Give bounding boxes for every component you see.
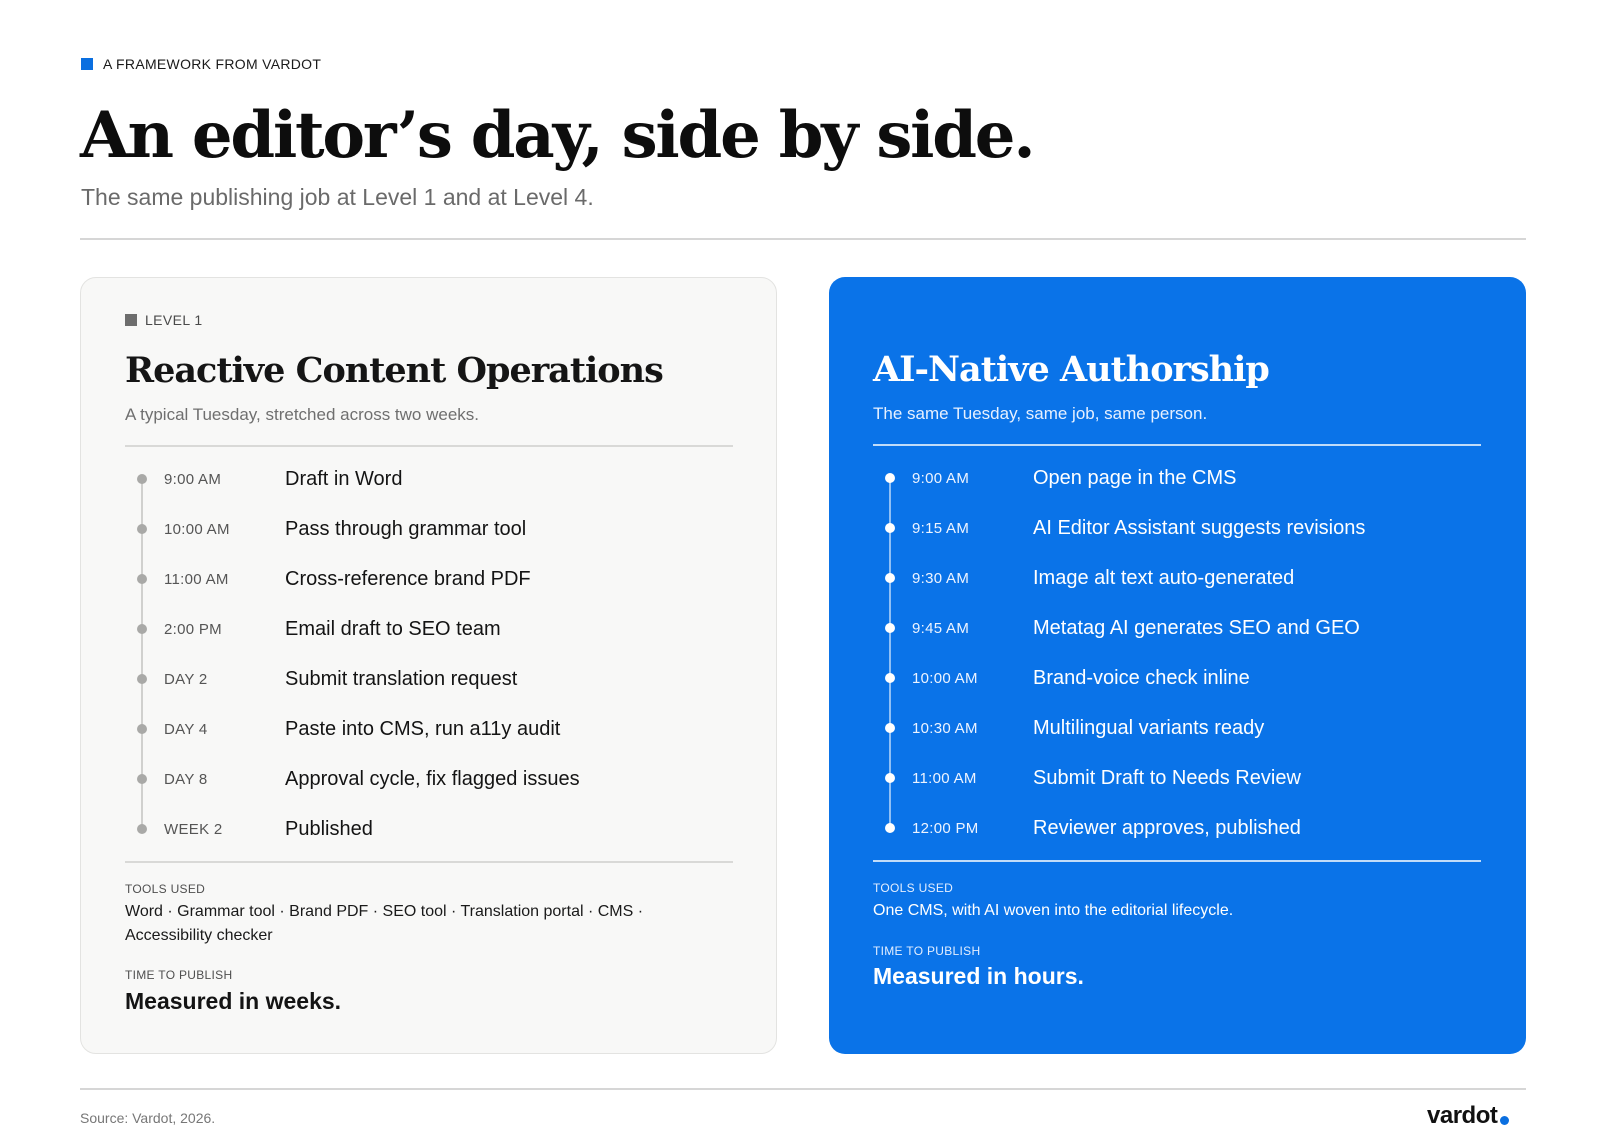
timeline-row bbox=[125, 604, 733, 654]
footer-divider bbox=[80, 1088, 1526, 1090]
source-note: Source: Vardot, 2026. bbox=[80, 1110, 216, 1126]
level-1-card bbox=[80, 277, 777, 1054]
timeline-task: Cross-reference brand PDF bbox=[285, 567, 531, 590]
card-subtitle: A typical Tuesday, stretched across two weeks. bbox=[125, 405, 480, 424]
page-title: An editor’s day, side by side. bbox=[80, 98, 1034, 173]
timeline-task: Reviewer approves, published bbox=[1033, 816, 1301, 839]
timeline-row bbox=[873, 803, 1481, 853]
logo-text: vardot bbox=[1427, 1102, 1498, 1129]
card-subtitle: The same Tuesday, same job, same person. bbox=[873, 404, 1208, 423]
timeline-dot-icon bbox=[137, 574, 147, 584]
eyebrow-text: A FRAMEWORK FROM VARDOT bbox=[103, 56, 322, 72]
timeline-time: 9:00 AM bbox=[164, 470, 222, 488]
publish-value: Measured in weeks. bbox=[125, 988, 342, 1014]
timeline-row bbox=[125, 554, 733, 604]
timeline-task: Open page in the CMS bbox=[1033, 466, 1237, 489]
timeline-row bbox=[873, 653, 1481, 703]
level-label: LEVEL 1 bbox=[145, 312, 203, 328]
vardot-logo bbox=[1427, 1102, 1509, 1130]
timeline-time: 11:00 AM bbox=[912, 769, 977, 787]
card-divider bbox=[125, 861, 733, 863]
timeline-dot-icon bbox=[885, 823, 895, 833]
timeline-dot-icon bbox=[137, 524, 147, 534]
timeline-row bbox=[125, 454, 733, 504]
timeline-time: 10:00 AM bbox=[164, 520, 230, 538]
timeline-row bbox=[873, 753, 1481, 803]
timeline-time: 2:00 PM bbox=[164, 620, 222, 638]
timeline-task: AI Editor Assistant suggests revisions bbox=[1033, 516, 1366, 539]
timeline-time: 10:30 AM bbox=[912, 719, 978, 737]
timeline-dot-icon bbox=[137, 624, 147, 634]
timeline-row bbox=[873, 553, 1481, 603]
timeline-row bbox=[125, 704, 733, 754]
timeline-time: DAY 4 bbox=[164, 720, 208, 738]
card-title: AI-Native Authorship bbox=[873, 349, 1269, 390]
logo-dot-icon bbox=[1500, 1116, 1509, 1125]
level-badge bbox=[125, 312, 203, 328]
timeline-row bbox=[873, 453, 1481, 503]
timeline-dot-icon bbox=[885, 623, 895, 633]
timeline-task: Approval cycle, fix flagged issues bbox=[285, 767, 580, 790]
timeline-dot-icon bbox=[137, 724, 147, 734]
timeline-time: DAY 8 bbox=[164, 770, 208, 788]
card-divider bbox=[873, 444, 1481, 446]
timeline-task: Brand-voice check inline bbox=[1033, 666, 1250, 689]
timeline-dot-icon bbox=[137, 474, 147, 484]
timeline-row bbox=[125, 754, 733, 804]
eyebrow bbox=[81, 56, 321, 72]
timeline-dot-icon bbox=[885, 473, 895, 483]
card-divider bbox=[125, 445, 733, 447]
timeline-time: DAY 2 bbox=[164, 670, 208, 688]
page-subtitle: The same publishing job at Level 1 and at Level 4. bbox=[81, 184, 594, 210]
timeline-time: 9:30 AM bbox=[912, 569, 970, 587]
publish-label: TIME TO PUBLISH bbox=[873, 944, 981, 958]
timeline-dot-icon bbox=[137, 774, 147, 784]
timeline-time: 9:45 AM bbox=[912, 619, 970, 637]
tools-label: TOOLS USED bbox=[125, 882, 206, 896]
timeline-row bbox=[873, 703, 1481, 753]
timeline-time: 9:00 AM bbox=[912, 469, 970, 487]
timeline-dot-icon bbox=[885, 773, 895, 783]
card-divider bbox=[873, 860, 1481, 862]
timeline-dot-icon bbox=[885, 723, 895, 733]
timeline-row bbox=[125, 504, 733, 554]
tools-text: Word · Grammar tool · Brand PDF · SEO tool · Translation portal · CMS · Accessibility checker bbox=[125, 903, 644, 944]
tools-text: One CMS, with AI woven into the editorial lifecycle. bbox=[873, 902, 1234, 919]
timeline-task: Metatag AI generates SEO and GEO bbox=[1033, 616, 1360, 639]
tools-label: TOOLS USED bbox=[873, 881, 954, 895]
timeline-dot-icon bbox=[885, 573, 895, 583]
eyebrow-square-icon bbox=[81, 58, 93, 70]
timeline-task: Email draft to SEO team bbox=[285, 617, 501, 640]
timeline-task: Submit Draft to Needs Review bbox=[1033, 766, 1301, 789]
timeline-row bbox=[873, 503, 1481, 553]
timeline-task: Multilingual variants ready bbox=[1033, 716, 1265, 739]
publish-label: TIME TO PUBLISH bbox=[125, 968, 233, 982]
timeline-task: Image alt text auto-generated bbox=[1033, 566, 1295, 589]
timeline-time: 10:00 AM bbox=[912, 669, 978, 687]
timeline-task: Draft in Word bbox=[285, 467, 403, 490]
timeline-time: 11:00 AM bbox=[164, 570, 229, 588]
timeline-time: 12:00 PM bbox=[912, 819, 979, 837]
timeline-time: WEEK 2 bbox=[164, 820, 223, 838]
card-title: Reactive Content Operations bbox=[125, 350, 663, 391]
timeline-dot-icon bbox=[885, 523, 895, 533]
timeline-dot-icon bbox=[137, 674, 147, 684]
timeline-row bbox=[125, 804, 733, 854]
level-4-card bbox=[829, 277, 1526, 1054]
timeline-dot-icon bbox=[885, 673, 895, 683]
timeline-time: 9:15 AM bbox=[912, 519, 970, 537]
timeline bbox=[873, 453, 1481, 853]
timeline-task: Pass through grammar tool bbox=[285, 517, 527, 540]
timeline-task: Published bbox=[285, 817, 373, 840]
timeline-task: Submit translation request bbox=[285, 667, 518, 690]
publish-value: Measured in hours. bbox=[873, 963, 1084, 989]
timeline-row bbox=[125, 654, 733, 704]
header-divider bbox=[80, 238, 1526, 240]
timeline-dot-icon bbox=[137, 824, 147, 834]
timeline-task: Paste into CMS, run a11y audit bbox=[285, 717, 561, 740]
timeline-row bbox=[873, 603, 1481, 653]
timeline bbox=[125, 454, 733, 854]
level-square-icon bbox=[125, 314, 137, 326]
